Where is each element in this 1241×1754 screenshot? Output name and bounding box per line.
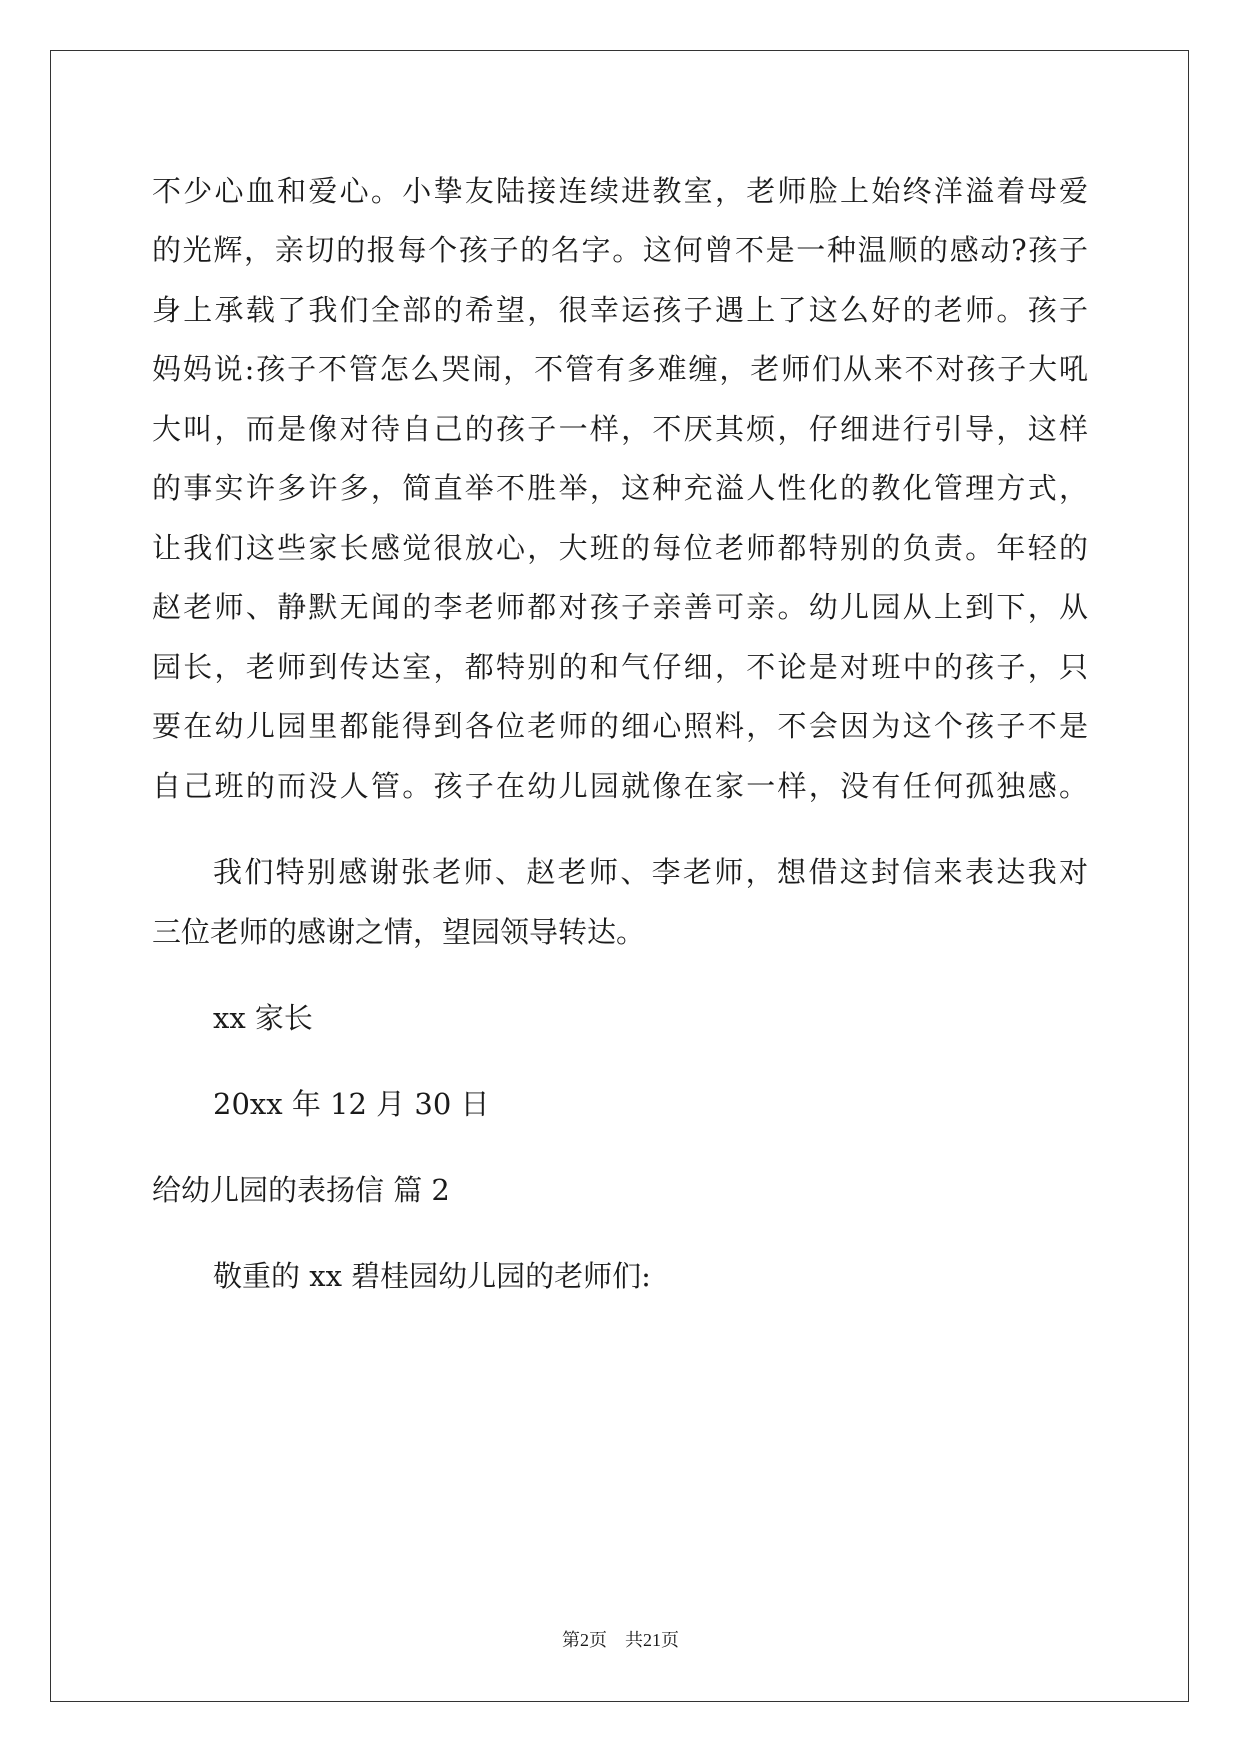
total-pages: 21: [643, 1630, 661, 1650]
total-label-prefix: 共: [625, 1630, 643, 1651]
page-footer: [0, 1626, 1241, 1652]
text-line: 让我们这些家长感觉很放心，大班的每位老师都特别的负责。年轻的: [152, 531, 1088, 565]
text-line: 赵老师、静默无闻的李老师都对孩子亲善可亲。幼儿园从上到下，从: [152, 590, 1088, 624]
text-line: 自己班的而没人管。孩子在幼儿园就像在家一样，没有任何孤独感。: [152, 769, 1088, 803]
text-line: 不少心血和爱心。小挚友陆接连续进教室，老师脸上始终洋溢着母爱: [152, 174, 1088, 208]
text-line: 园长，老师到传达室，都特别的和气仔细，不论是对班中的孩子，只: [152, 650, 1088, 684]
section-title: 给幼儿园的表扬信 篇 2: [152, 1173, 450, 1207]
text-line: 身上承载了我们全部的希望，很幸运孩子遇上了这么好的老师。孩子: [152, 293, 1088, 327]
page-number: 2: [580, 1630, 589, 1650]
text-line: 要在幼儿园里都能得到各位老师的细心照料，不会因为这个孩子不是: [152, 709, 1088, 743]
total-label-suffix: 页: [661, 1630, 679, 1651]
text-line: 三位老师的感谢之情，望园领导转达。: [152, 915, 646, 949]
date: 20xx 年 12 月 30 日: [213, 1087, 490, 1121]
text-line: 的事实许多许多，简直举不胜举，这种充溢人性化的教化管理方式，: [152, 471, 1088, 505]
text-line: 大叫，而是像对待自己的孩子一样，不厌其烦，仔细进行引导，这样: [152, 412, 1088, 446]
page-label-suffix: 页: [589, 1630, 607, 1651]
page-label-prefix: 第: [562, 1630, 580, 1651]
text-line: 妈妈说:孩子不管怎么哭闹，不管有多难缠，老师们从来不对孩子大吼: [152, 352, 1088, 386]
text-line: 的光辉，亲切的报每个孩子的名字。这何曾不是一种温顺的感动?孩子: [152, 233, 1088, 267]
text-line: 我们特别感谢张老师、赵老师、李老师，想借这封信来表达我对: [213, 855, 1088, 889]
signature: xx 家长: [213, 1001, 313, 1035]
salutation: 敬重的 xx 碧桂园幼儿园的老师们:: [213, 1259, 651, 1293]
